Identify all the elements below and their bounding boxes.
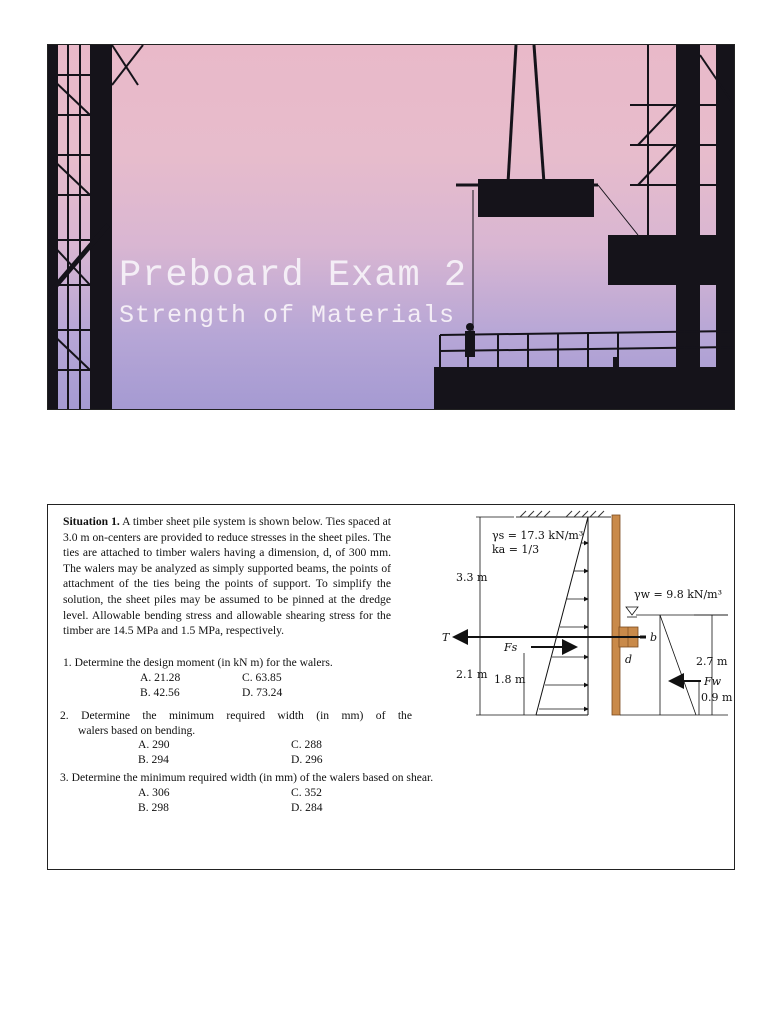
slide-title: Preboard Exam 2 xyxy=(119,255,468,297)
construction-silhouette xyxy=(48,45,734,409)
situation-label: Situation 1. xyxy=(63,515,120,528)
sheet-pile-diagram xyxy=(396,505,734,721)
dim-1-8m: 1.8 m xyxy=(494,673,526,686)
q3-option-c: C. 352 xyxy=(291,786,322,799)
situation-paragraph xyxy=(63,514,391,639)
q3-option-d: D. 284 xyxy=(291,801,323,814)
q2-option-c: C. 288 xyxy=(291,738,322,751)
q1-option-d: D. 73.24 xyxy=(242,686,283,699)
label-b: b xyxy=(650,631,658,644)
gamma-w-label: γw = 9.8 kN/m³ xyxy=(634,588,723,601)
q2-option-b: B. 294 xyxy=(138,753,169,766)
question-1: 1. Determine the design moment (in kN m) for the walers. xyxy=(63,656,333,669)
dim-2-7m: 2.7 m xyxy=(696,655,728,668)
gamma-s-label: γs = 17.3 kN/m³ xyxy=(492,529,584,542)
question-3: 3. Determine the minimum required width (in mm) of the walers based on shear. xyxy=(60,771,434,784)
dim-3-3m: 3.3 m xyxy=(456,571,488,584)
q2-option-d: D. 296 xyxy=(291,753,323,766)
q3-option-a: A. 306 xyxy=(138,786,170,799)
dim-2-1m: 2.1 m xyxy=(456,668,488,681)
label-Fw: Fw xyxy=(704,675,722,688)
ka-label: ka = 1/3 xyxy=(492,543,540,556)
q3-option-b: B. 298 xyxy=(138,801,169,814)
label-d: d xyxy=(625,653,633,666)
label-T: T xyxy=(442,631,450,644)
q1-option-c: C. 63.85 xyxy=(242,671,282,684)
question-2: 2. Determine the minimum required width (in mm) of the xyxy=(60,709,412,722)
slide-subtitle: Strength of Materials xyxy=(119,301,456,330)
cover-slide xyxy=(47,44,735,410)
dim-0-9m: 0.9 m xyxy=(701,691,733,704)
q2-option-a: A. 290 xyxy=(138,738,170,751)
question-2-cont: walers based on bending. xyxy=(78,724,196,737)
label-Fs: Fs xyxy=(504,641,518,654)
q1-option-b: B. 42.56 xyxy=(140,686,180,699)
problem-slide xyxy=(47,504,735,870)
situation-text: A timber sheet pile system is shown below. Ties spaced at 3.0 m on-centers are provided to reduce stresses in the sheet piles. The ties are attached to timber walers having a dimension, d, of 300 mm. The walers may be analyzed as simply supported beams, the points of attachment of the ties being the points of support. To simplify the solution, the sheet piles may be assumed to be pinned at the dredge level. Allowable bending stress and allowable shearing stress for the timber are 14.5 MPa and 1.5 MPa, respectively. xyxy=(63,515,391,638)
q1-option-a: A. 21.28 xyxy=(140,671,181,684)
